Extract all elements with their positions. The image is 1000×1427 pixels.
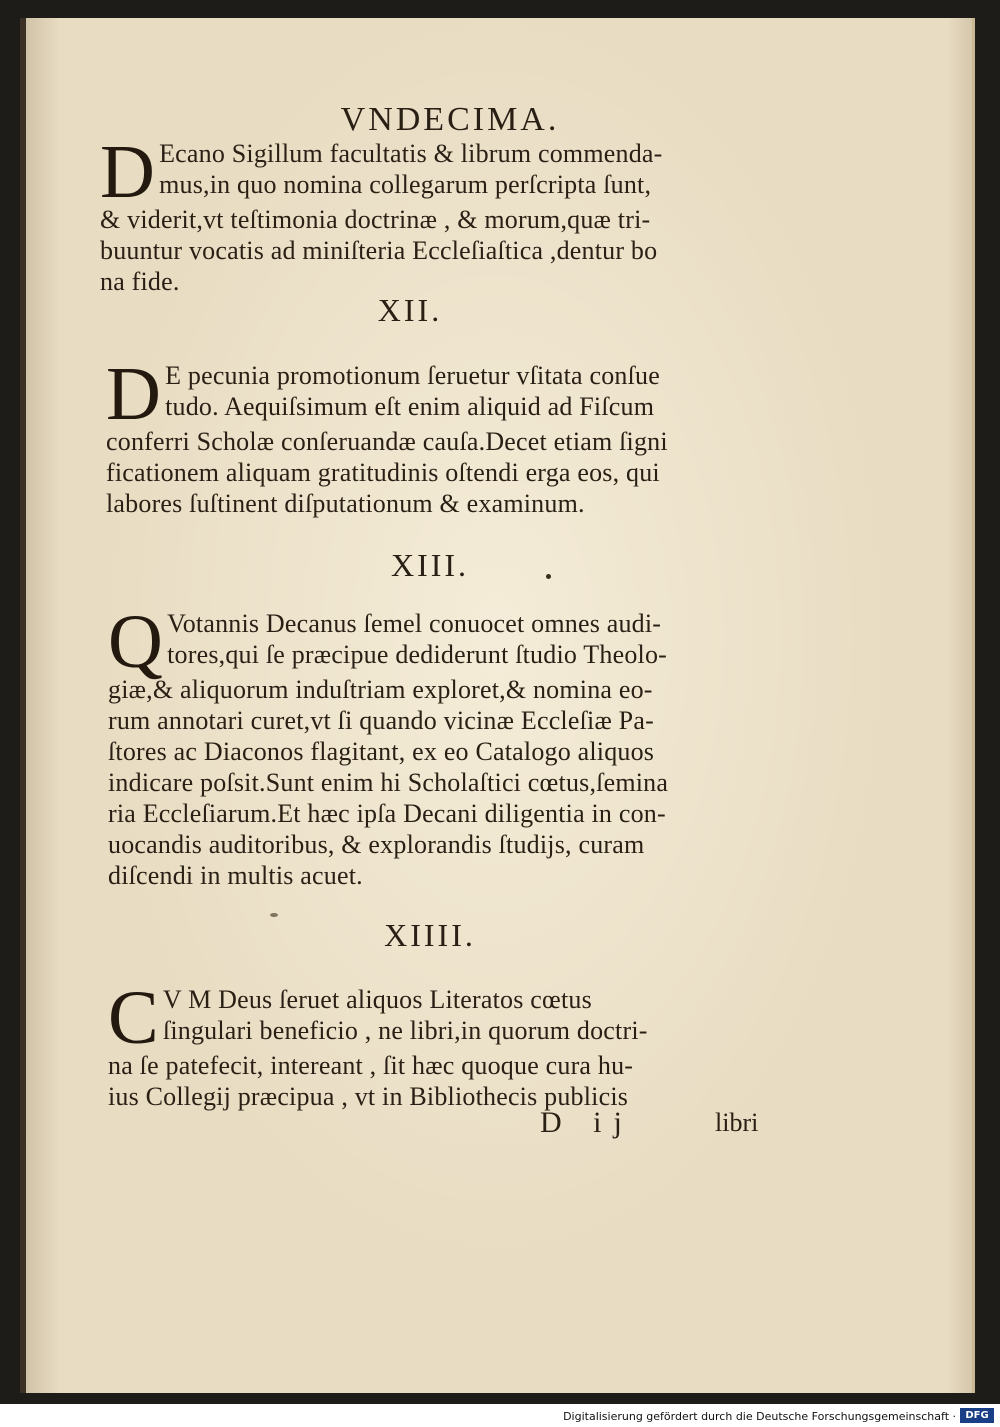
text-line: & viderit,vt teſtimonia doctrinæ , & morum,quæ tri- xyxy=(100,205,651,234)
text-line: mus,in quo nomina collegarum perſcripta ſunt, xyxy=(159,170,652,199)
text-line: ius Collegij præcipua , vt in Bibliothecis publicis xyxy=(108,1082,629,1111)
text-line: na ſe patefecit, intereant , ſit hæc quoque cura hu- xyxy=(108,1051,634,1080)
page-gutter-shadow xyxy=(20,18,26,1393)
ink-fleck xyxy=(270,913,278,917)
drop-cap-q: Q xyxy=(108,600,164,684)
text-line: tores,qui ſe præcipue dediderunt ſtudio Theolo- xyxy=(167,640,668,669)
text-line: rum annotari curet,vt ſi quando vicinæ Eccleſiæ Pa- xyxy=(108,706,654,735)
section-xiiii xyxy=(108,976,808,1112)
section-heading-xiiii: XIIII. xyxy=(384,917,476,953)
text-line: diſcendi in multis acuet. xyxy=(108,861,363,890)
signature-mark: D ij xyxy=(540,1106,634,1139)
text-line: Votannis Decanus ſemel conuocet omnes audi- xyxy=(167,609,662,638)
section-undecima xyxy=(100,130,800,297)
text-line: ficationem aliquam gratitudinis oſtendi erga eos, qui xyxy=(106,458,660,487)
text-line: na fide. xyxy=(100,267,180,296)
text-line: giæ,& aliquorum induſtriam exploret,& nomina eo- xyxy=(108,675,653,704)
text-line: E pecunia promotionum ſeruetur vſitata conſue xyxy=(165,361,660,390)
text-line: conferri Scholæ conſeruandæ cauſa.Decet etiam ſigni xyxy=(106,427,668,456)
section-xii xyxy=(106,352,806,519)
text-line: Ecano Sigillum facultatis & librum commenda- xyxy=(159,139,663,168)
running-title: VNDECIMA. xyxy=(340,101,560,138)
text-line: tudo. Aequiſsimum eſt enim aliquid ad Fiſcum xyxy=(165,392,655,421)
text-line: ſtores ac Diaconos flagitant, ex eo Catalogo aliquos xyxy=(108,737,655,766)
text-line: ria Eccleſiarum.Et hæc ipſa Decani diligentia in con- xyxy=(108,799,666,828)
dfg-logo: DFG xyxy=(960,1408,994,1423)
text-line: indicare poſsit.Sunt enim hi Scholaſtici cœtus,ſemina xyxy=(108,768,669,797)
text-line: V M Deus ſeruet aliquos Literatos cœtus xyxy=(162,985,592,1014)
catchword: libri xyxy=(715,1108,759,1137)
text-line: buuntur vocatis ad miniſteria Eccleſiaſtica ,dentur bo xyxy=(100,236,658,265)
section-heading-xiii: XIII. xyxy=(390,547,470,583)
drop-cap-d: D xyxy=(106,352,162,436)
text-line: labores ſuſtinent diſputationum & examinum. xyxy=(106,489,585,518)
ink-fleck xyxy=(546,574,551,579)
text-line: uocandis auditoribus, & explorandis ſtudijs, curam xyxy=(108,830,645,859)
section-xiii xyxy=(108,600,808,891)
drop-cap-c: C xyxy=(108,976,159,1060)
drop-cap-d: D xyxy=(100,130,156,214)
digitization-credit: Digitalisierung gefördert durch die Deutsche Forschungsgemeinschaft · xyxy=(563,1410,956,1423)
section-heading-xii: XII. xyxy=(377,292,443,328)
text-line: ſingulari beneficio , ne libri,in quorum doctri- xyxy=(162,1016,648,1045)
